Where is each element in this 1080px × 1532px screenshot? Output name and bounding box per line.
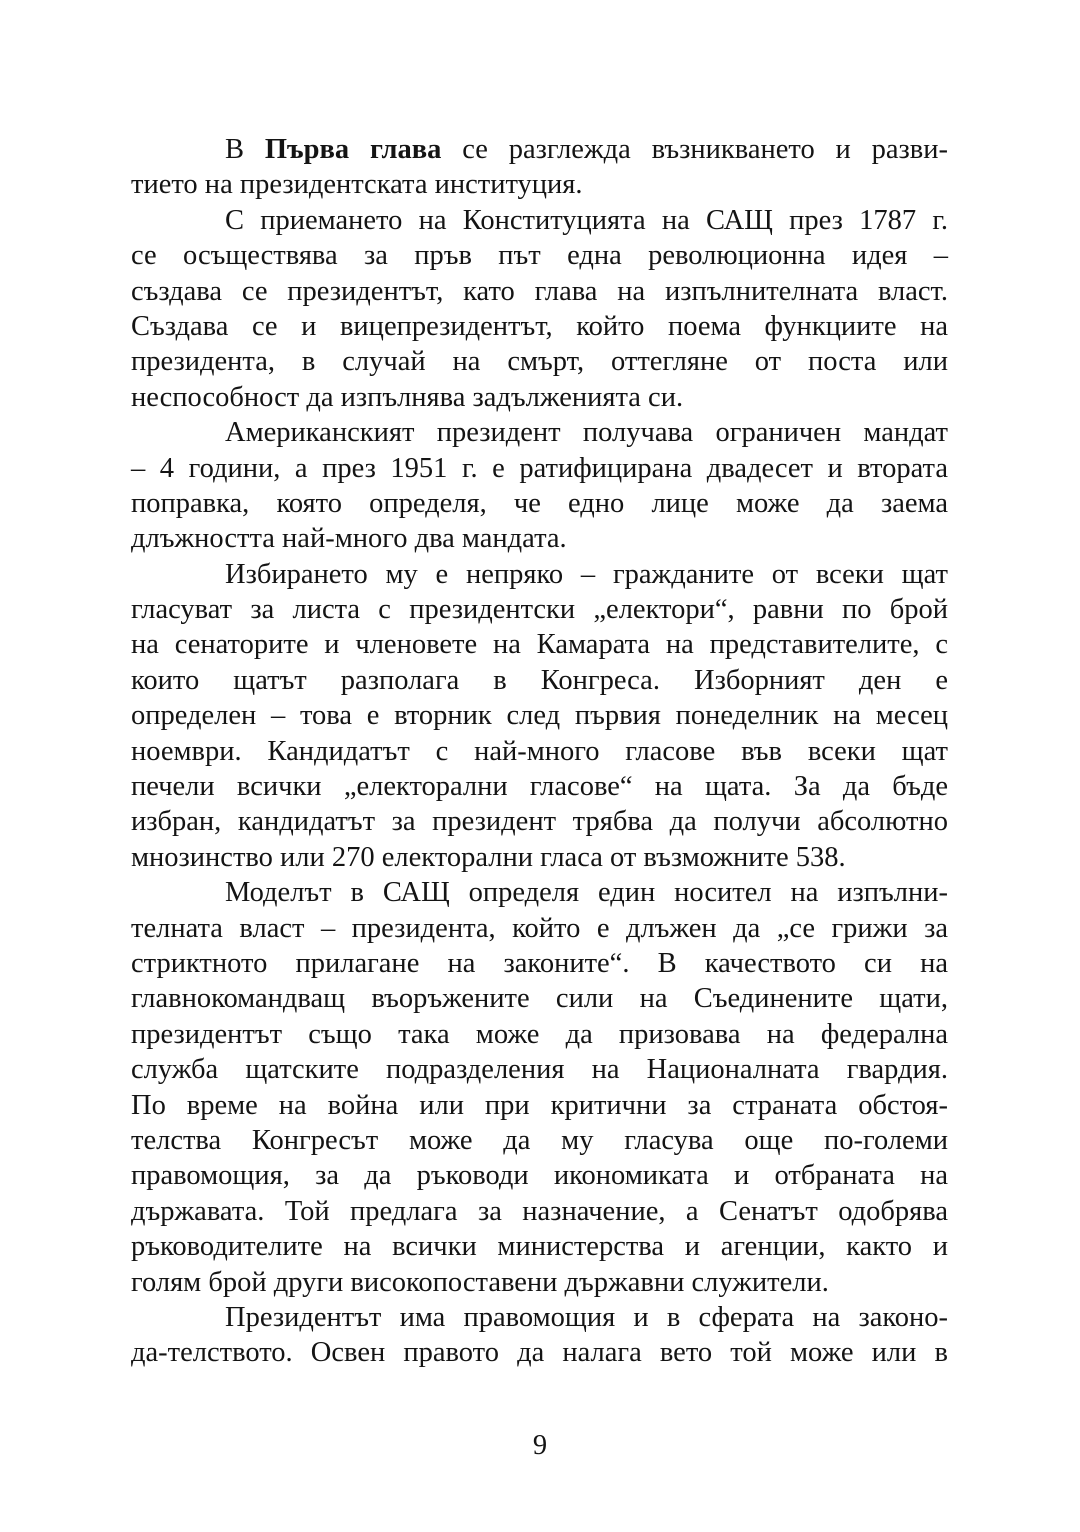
text-line — [131, 1194, 948, 1229]
text-line — [131, 981, 948, 1016]
text-segment: телната власт – президента, който е длъжен да „се грижи за — [131, 912, 948, 944]
text-line — [131, 1229, 948, 1264]
text-line — [131, 557, 948, 592]
paragraph — [131, 415, 948, 557]
text-line — [131, 1052, 948, 1087]
text-line — [131, 911, 948, 946]
text-line — [131, 344, 948, 379]
text-segment: поправка, която определя, че едно лице може да заема — [131, 487, 948, 519]
text-line — [131, 451, 948, 486]
text-segment: държавата. Той предлага за назначение, а Сенатът одобрява — [131, 1195, 948, 1227]
text-segment: тието на президентската институция. — [131, 169, 583, 201]
text-line — [131, 1300, 948, 1335]
text-line — [131, 1088, 948, 1123]
text-line — [131, 663, 948, 698]
text-line — [131, 238, 948, 273]
text-line — [131, 840, 948, 875]
text-segment: да-телството. Освен правото да налага вето той може или в — [131, 1337, 948, 1369]
text-segment: стриктното прилагане на законите“. В качеството си на — [131, 947, 948, 979]
text-segment: Създава се и вицепрезидентът, който поема функциите на — [131, 310, 948, 342]
text-segment: главнокомандващ въоръжените сили на Съединените щати, — [131, 983, 948, 1015]
text-segment: Избирането му е непряко – гражданите от всеки щат — [225, 558, 948, 590]
text-line — [131, 804, 948, 839]
text-segment: избран, кандидатът за президент трябва да получи абсолютно — [131, 806, 948, 838]
text-segment: неспособност да изпълнява задълженията си. — [131, 381, 684, 413]
text-segment: служба щатските подразделения на Националната гвардия. — [131, 1054, 948, 1086]
text-line — [131, 698, 948, 733]
text-line — [131, 592, 948, 627]
text-segment: Президентът има правомощия и в сферата на законо- — [225, 1301, 948, 1333]
text-line — [131, 132, 948, 167]
text-line — [131, 627, 948, 662]
text-line — [131, 380, 948, 415]
text-segment: правомощия, за да ръководи икономиката и отбраната на — [131, 1160, 948, 1192]
text-segment: С приемането на Конституцията на САЩ през 1787 г. — [225, 204, 948, 236]
text-line — [131, 1265, 948, 1300]
text-line — [131, 769, 948, 804]
bold-text: Първа глава — [264, 134, 442, 165]
text-segment: голям брой други високопоставени държавни служители. — [131, 1266, 829, 1298]
text-line — [131, 1158, 948, 1193]
paragraph — [131, 203, 948, 415]
paragraph — [131, 1300, 948, 1371]
text-segment: създава се президентът, като глава на изпълнителната власт. — [131, 275, 948, 307]
text-segment: мнозинство или 270 електорални гласа от възможните 538. — [131, 841, 846, 873]
text-segment: В — [225, 134, 265, 165]
text-segment: гласуват за листа с президентски „електори“, равни по брой — [131, 594, 948, 626]
text-segment: печели всички „електорални гласове“ на щата. За да бъде — [131, 771, 948, 803]
text-line — [131, 486, 948, 521]
text-line — [131, 734, 948, 769]
text-line — [131, 1335, 948, 1370]
paragraph — [131, 875, 948, 1300]
text-line — [131, 946, 948, 981]
text-segment: ръководителите на всички министерства и агенции, както и — [131, 1231, 948, 1263]
text-line — [131, 274, 948, 309]
text-segment: се осъществява за пръв път една революционна идея – — [131, 240, 948, 272]
text-segment: длъжността най-много два мандата. — [131, 523, 567, 555]
text-segment: президента, в случай на смърт, оттегляне от поста или — [131, 346, 948, 378]
paragraph — [131, 132, 948, 203]
text-segment: телства Конгресът може да му гласува още по-големи — [131, 1124, 948, 1156]
text-segment: се разглежда възникването и разви- — [441, 134, 948, 165]
text-segment: президентът също така може да призовава на федерална — [131, 1018, 948, 1050]
text-line — [131, 1017, 948, 1052]
text-segment: Американският президент получава ограничен мандат — [225, 417, 948, 449]
text-line — [131, 1123, 948, 1158]
text-segment: Моделът в САЩ определя един носител на изпълни- — [225, 877, 948, 909]
text-line — [131, 167, 948, 202]
text-segment: ноември. Кандидатът с най-много гласове във всеки щат — [131, 735, 948, 767]
text-segment: По време на война или при критични за страната обстоя- — [131, 1089, 948, 1121]
text-line — [131, 309, 948, 344]
page-number: 9 — [532, 1430, 548, 1461]
text-line — [131, 415, 948, 450]
text-line — [131, 875, 948, 910]
text-line — [131, 521, 948, 556]
text-segment: на сенаторите и членовете на Камарата на представителите, с — [131, 629, 948, 661]
text-segment: – 4 години, а през 1951 г. е ратифицирана двадесет и втората — [131, 452, 948, 484]
text-line — [131, 203, 948, 238]
text-segment: които щатът разполага в Конгреса. Изборният ден е — [131, 664, 948, 696]
body-text — [131, 132, 948, 1371]
paragraph — [131, 557, 948, 876]
text-segment: определен – това е вторник след първия понеделник на месец — [131, 700, 948, 732]
